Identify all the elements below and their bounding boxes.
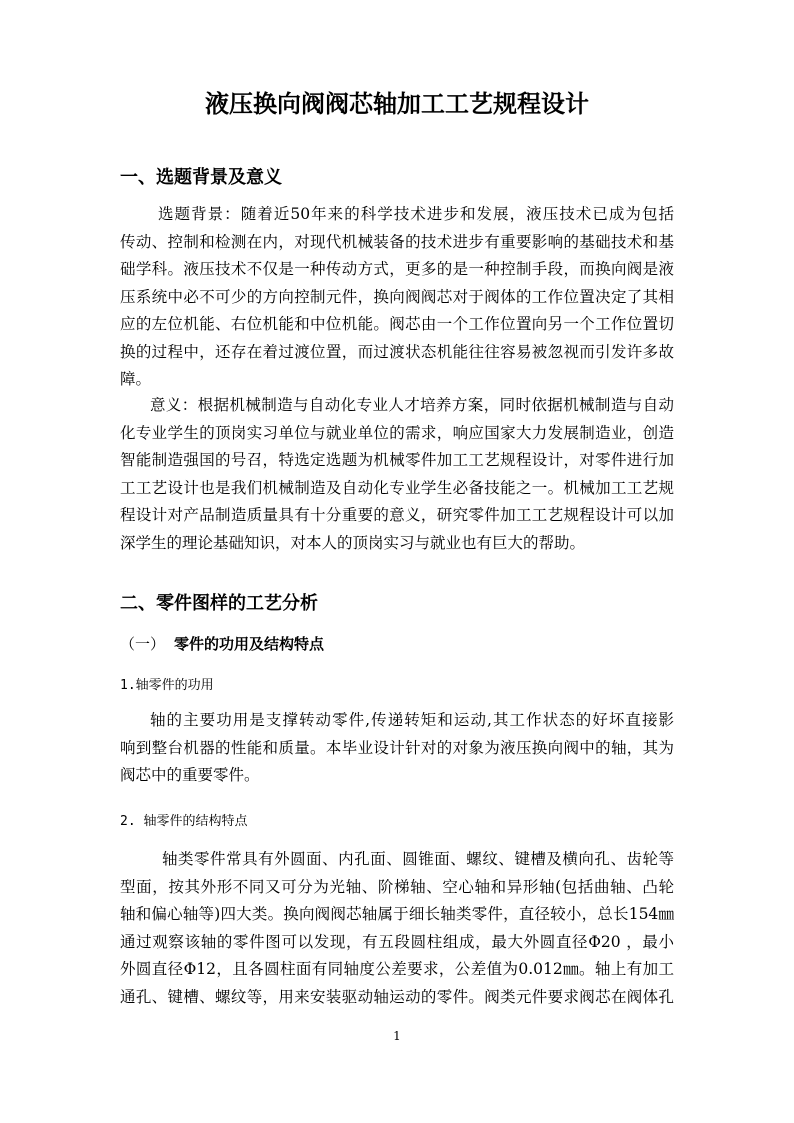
item-heading-structure: 2. 轴零件的结构特点	[120, 814, 248, 829]
text-line: 型面，按其外形不同又可分为光轴、阶梯轴、空心轴和异形轴(包括曲轴、凸轮	[120, 877, 674, 896]
text-line: 换的过程中，还存在着过渡位置，而过渡状态机能往往容易被忽视而引发许多故	[120, 342, 674, 361]
paragraph-significance	[120, 392, 674, 557]
text-line: 外圆直径Φ12，且各圆柱面有同轴度公差要求，公差值为0.012㎜。轴上有加工	[120, 960, 674, 978]
item-heading-function: 1.轴零件的功用	[120, 678, 214, 693]
section-heading-background: 一、选题背景及意义	[120, 167, 282, 188]
paragraph-background	[120, 201, 674, 394]
text-line: 轴和偏心轴等)四大类。换向阀阀芯轴属于细长轴类零件，直径较小，总长154㎜	[120, 905, 674, 923]
text-line: 应的左位机能、右位机能和中位机能。阀芯由一个工作位置向另一个工作位置切	[120, 315, 674, 333]
paragraph-structure	[120, 846, 674, 1011]
text-line: 压系统中必不可少的方向控制元件，换向阀阀芯对于阀体的工作位置决定了其相	[120, 287, 674, 306]
text-line: 深学生的理论基础知识，对本人的顶岗实习与就业也有巨大的帮助。	[120, 533, 586, 552]
text-line: 轴的主要功用是支撑转动零件,传递转矩和运动,其工作状态的好坏直接影	[150, 711, 674, 729]
text-line: 智能制造强国的号召，特选定选题为机械零件加工工艺规程设计，对零件进行加	[120, 451, 674, 469]
subsection-heading	[120, 633, 324, 655]
subsection-title: 零件的功用及结构特点	[174, 635, 325, 653]
text-line: 通孔、键槽、螺纹等，用来安装驱动轴运动的零件。阀类元件要求阀芯在阀体孔	[120, 987, 674, 1006]
text-line: 响到整台机器的性能和质量。本毕业设计针对的对象为液压换向阀中的轴，其为	[120, 738, 674, 757]
text-line: 础学科。液压技术不仅是一种传动方式，更多的是一种控制手段，而换向阀是液	[120, 260, 674, 278]
text-line: 化专业学生的顶岗实习单位与就业单位的需求，响应国家大力发展制造业，创造	[120, 423, 674, 442]
text-line: 通过观察该轴的零件图可以发现，有五段圆柱组成，最大外圆直径Φ20 ，最小	[120, 932, 674, 951]
page-number: 1	[393, 1029, 401, 1043]
section-heading-process-analysis: 二、零件图样的工艺分析	[120, 593, 318, 614]
text-line: 意义：根据机械制造与自动化专业人才培养方案，同时依据机械制造与自动	[150, 396, 674, 414]
text-line: 障。	[120, 370, 152, 388]
text-line: 传动、控制和检测在内，对现代机械装备的技术进步有重要影响的基础技术和基	[120, 232, 674, 251]
text-line: 工工艺设计也是我们机械制造及自动化专业学生必备技能之一。机械加工工艺规	[120, 478, 674, 497]
paragraph-function	[120, 707, 674, 790]
document-title: 液压换向阀阀芯轴加工工艺规程设计	[205, 90, 589, 118]
text-line: 轴类零件常具有外圆面、内孔面、圆锥面、螺纹、键槽及横向孔、齿轮等	[162, 850, 674, 868]
text-line: 选题背景：随着近50年来的科学技术进步和发展，液压技术已成为包括	[158, 205, 674, 223]
subsection-number: （一）	[120, 635, 166, 653]
text-line: 程设计对产品制造质量具有十分重要的意义，研究零件加工工艺规程设计可以加	[120, 506, 674, 524]
text-line: 阀芯中的重要零件。	[120, 766, 260, 784]
